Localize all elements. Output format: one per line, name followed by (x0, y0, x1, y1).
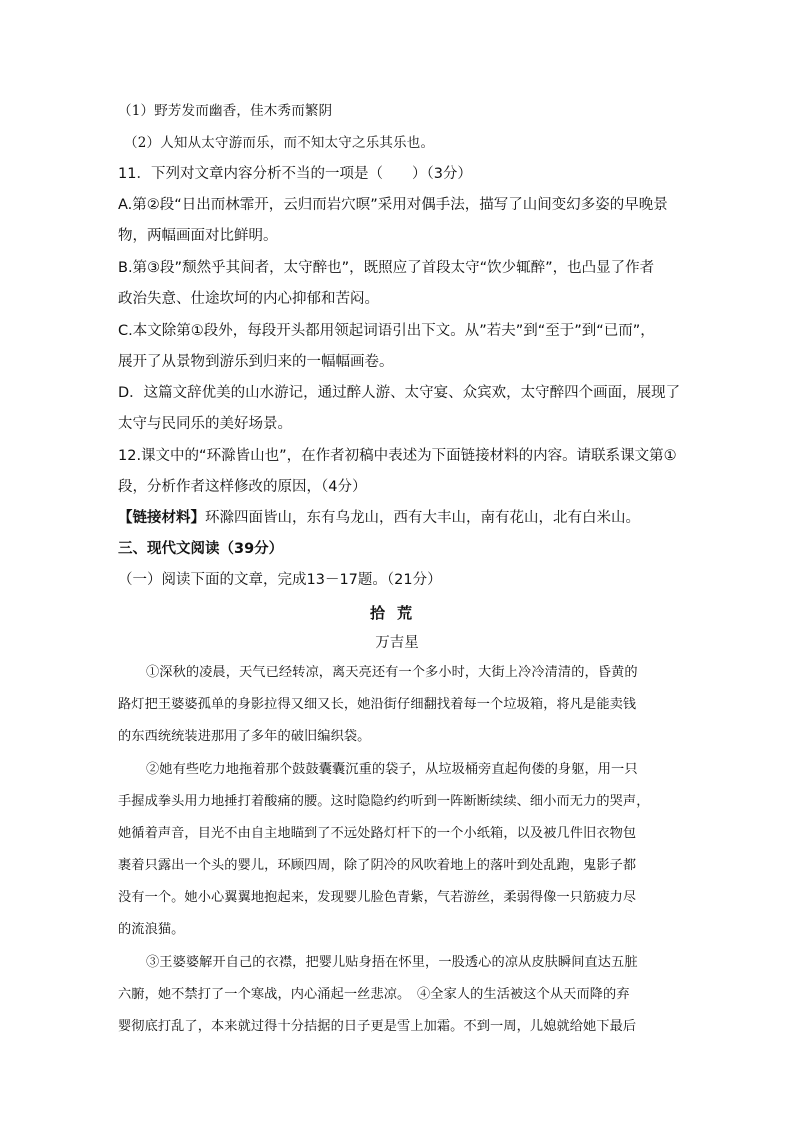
option-a-line-2: 物，两幅画面对比鲜明。 (118, 228, 278, 244)
quote-line-1: （1）野芳发而幽香，佳木秀而繁阴 (118, 103, 333, 119)
question-12-line-1: 12.课文中的“环滁皆山也”，在作者初稿中表述为下面链接材料的内容。请联系课文第① (118, 448, 677, 464)
linked-material-text: 环滁四面皆山，东有乌龙山，西有大丰山，南有花山，北有白米山。 (205, 510, 640, 526)
option-d-line-1: D．这篇文辞优美的山水游记，通过醉人游、太守宴、众宾欢，太守醉四个画面，展现了 (118, 385, 681, 401)
paragraph-2-line-1: ②她有些吃力地拖着那个鼓鼓囊囊沉重的袋子，从垃圾桶旁直起佝偻的身躯，用一只 (146, 762, 638, 777)
paragraph-2-line-2: 手握成拳头用力地捶打着酸痛的腰。这时隐隐约约听到一阵断断续续、细小而无力的哭声， (118, 794, 650, 809)
paragraph-2-line-6: 的流浪猫。 (118, 922, 185, 937)
option-a-line-1: A.第②段“日出而林霏开，云归而岩穴暝”采用对偶手法，描写了山间变幻多姿的早晚景 (118, 197, 668, 213)
paragraph-2-line-5: 没有一个。她小心翼翼地抱起来，发现婴儿脸色青紫，气若游丝，柔弱得像一只筋疲力尽 (118, 890, 637, 905)
option-b-line-1: B.第③段”颓然乎其间者，太守醉也”，既照应了首段太守“饮少辄醉”，也凸显了作者 (118, 260, 655, 276)
section-heading: 三、现代文阅读（39分） (118, 541, 284, 557)
paragraph-2-line-4: 裹着只露出一个头的婴儿，环顾四周，除了阴冷的风吹着地上的落叶到处乱跑，鬼影子都 (118, 858, 637, 873)
option-c-line-2: 展开了从景物到游乐到归来的一幅幅画卷。 (118, 354, 394, 370)
paragraph-1-line-3: 的东西统统装进那用了多年的破旧编织袋。 (118, 729, 371, 744)
paragraph-1-line-1: ①深秋的凌晨，天气已经转凉，离天亮还有一个多小时，大街上冷冷清清的，昏黄的 (146, 665, 638, 680)
question-11: 11．下列对文章内容分析不当的一项是（ ）（3分） (118, 166, 472, 182)
reading-instruction: （一）阅读下面的文章，完成13－17题。（21分） (118, 572, 442, 588)
paragraph-2-line-3: 她循着声音，目光不由自主地瞄到了不远处路灯杆下的一个小纸箱，以及被几件旧衣物包 (118, 826, 637, 841)
linked-material (118, 508, 640, 528)
linked-material-label: 【链接材料】 (118, 510, 205, 526)
quote-line-2: （2）人知从太守游而乐，而不知太守之乐其乐也。 (124, 135, 435, 151)
paragraph-1-line-2: 路灯把王婆婆孤单的身影拉得又细又长，她沿街仔细翻找着每一个垃圾箱，将凡是能卖钱 (118, 697, 637, 712)
paragraph-4-line-1: 婴彻底打乱了，本来就过得十分拮据的日子更是雪上加霜。不到一周，儿媳就给她下最后 (118, 1019, 637, 1034)
paragraph-3-line-2: 六腑，她不禁打了一个寒战，内心涌起一丝悲凉。 ④全家人的生活被这个从天而降的弃 (118, 987, 630, 1002)
option-d-line-2: 太守与民同乐的美好场景。 (118, 416, 292, 432)
article-author: 万吉星 (375, 635, 419, 651)
question-12-line-2: 段，分析作者这样修改的原因，（4分） (118, 479, 367, 495)
option-c-line-1: C.本文除第①段外，每段开头都用领起词语引出下文。从”若夫”到“至于”到“已而”， (118, 323, 655, 339)
paragraph-3-line-1: ③王婆婆解开自己的衣襟，把婴儿贴身捂在怀里，一股透心的凉从皮肤瞬间直达五脏 (146, 955, 638, 970)
option-b-line-2: 政治失意、仕途坎坷的内心抑郁和苦闷。 (118, 291, 379, 307)
article-title: 拾荒 (369, 604, 424, 622)
